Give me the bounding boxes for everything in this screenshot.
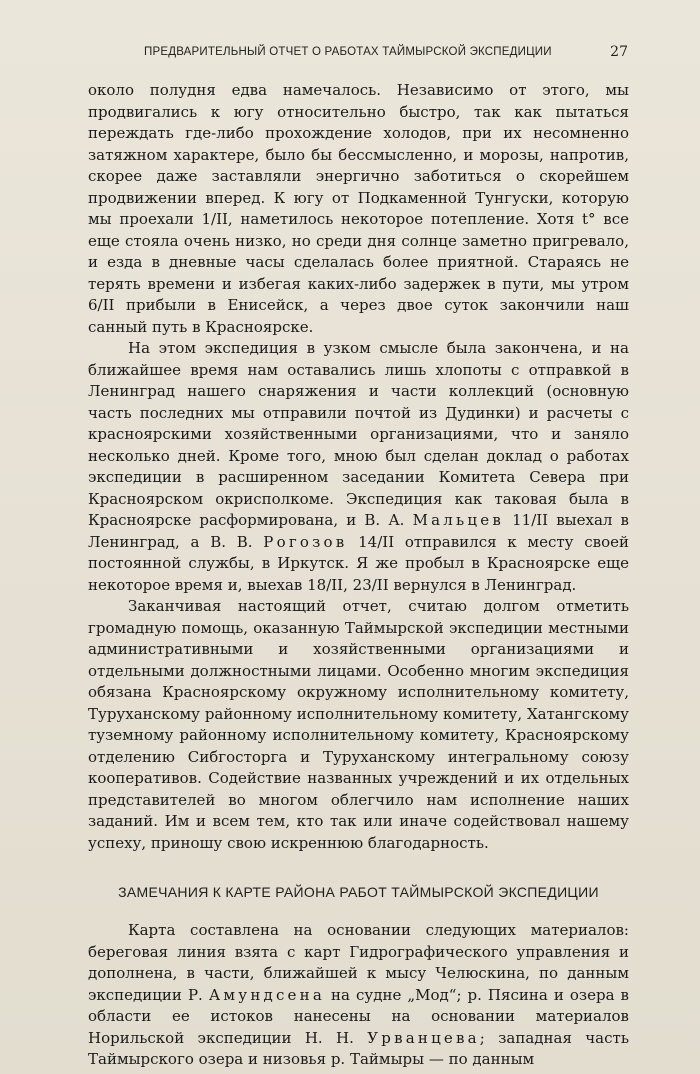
person-name-maltsev: Мальцев — [412, 511, 504, 529]
paragraph-acknowledgements: Заканчивая настоящий отчет, считаю долгом отметить громадную помощь, оказанную Таймырской экспедиции местными административными и хозяйственными организациями и отдельными должностными лицами. Особенно многим экспедиция обязана Красноярскому окружному исполнительному комитету, Туруханскому районному исполнительному комитету, Хатангскому туземному районному исполнительному комитету, Красноярскому отделению Сибгосторга и Туруханскому интегральному союзу кооперативов. Содействие названных учреждений и их отдельных представителей во многом облегчило нам исполнение наших заданий. Им и всем тем, кто так или иначе содействовал нашему успеху, приношу свою искреннюю благодарность. — [88, 597, 629, 852]
paragraph-text: На этом экспедиция в узком смысле была закончена, и на ближайшее время нам оставались лишь хлопоты с отправкой в Ленинград нашего снаряжения и части коллекций (основную часть последних мы отправили почтой из Дудинки) и расчеты с красноярскими хозяйственными организациями, что и заняло несколько дней. Кроме того, мною был сделан доклад о работах экспедиции в расширенном заседании Комитета Севера при Красноярском окрисполкоме. Экспедиция как таковая была в Красноярске расформирована, и В. А. — [88, 339, 629, 529]
paragraph-text: Карта составлена на основании следующих материалов: береговая линия взята с карт Гидрографического управления и дополнена, в части, ближайшей к мысу Челюскина, по данным экспедиции Р. — [88, 921, 629, 1004]
running-title: ПРЕДВАРИТЕЛЬНЫЙ ОТЧЕТ О РАБОТАХ ТАЙМЫРСКОЙ ЭКСПЕДИЦИИ — [144, 46, 552, 58]
paragraph-text: на судне „Мод“; р. Пясина и озера в области ее истоков нанесены на основании материалов Норильской экспедиции Н. Н. — [88, 985, 629, 1047]
person-name-urvantsev: Урванцева — [367, 1028, 480, 1047]
section-heading: ЗАМЕЧАНИЯ К КАРТЕ РАЙОНА РАБОТ ТАЙМЫРСКОЙ ЭКСПЕДИЦИИ — [118, 884, 599, 900]
paragraph-expedition-end — [88, 338, 629, 596]
running-head — [88, 46, 628, 66]
paragraph-map-notes — [88, 920, 629, 1071]
paragraph-text: ; западная часть Таймырского озера и низовья р. Таймыры — по данным — [88, 1028, 629, 1068]
page-content — [88, 80, 629, 1071]
paragraph-continuation: около полудня едва намечалось. Независимо от этого, мы продвигались к югу относительно быстро, так как пытаться переждать где-либо прохождение холодов, при их несомненно затяжном характере, было бы бессмысленно, и морозы, напротив, скорее даже заставляли энергично заботиться о скорейшем продвижении вперед. К югу от Подкаменной Тунгуски, которую мы проехали 1/II, наметилось некоторое потепление. Хотя t° все еще стояла очень низко, но среди дня солнце заметно пригревало, и езда в дневные часы сделалась более приятной. Стараясь не терять времени и избегая каких-либо задержек в пути, мы утром 6/II прибыли в Енисейск, а через двое суток закончили наш санный путь в Красноярске. — [88, 81, 629, 336]
person-name-rogozov: Рогозов — [263, 532, 348, 551]
paragraph-text: 11/II выехал в Ленинград, а В. В. — [88, 511, 629, 551]
person-name-amundsen: Амундсена — [208, 985, 325, 1004]
page-number: 27 — [610, 44, 628, 60]
paragraph-text: 14/II отправился к месту своей постоянной службы, в Иркутск. Я же пробыл в Красноярске еще некоторое время и, выехав 18/II, 23/II вернулся в Ленинград. — [88, 532, 629, 594]
